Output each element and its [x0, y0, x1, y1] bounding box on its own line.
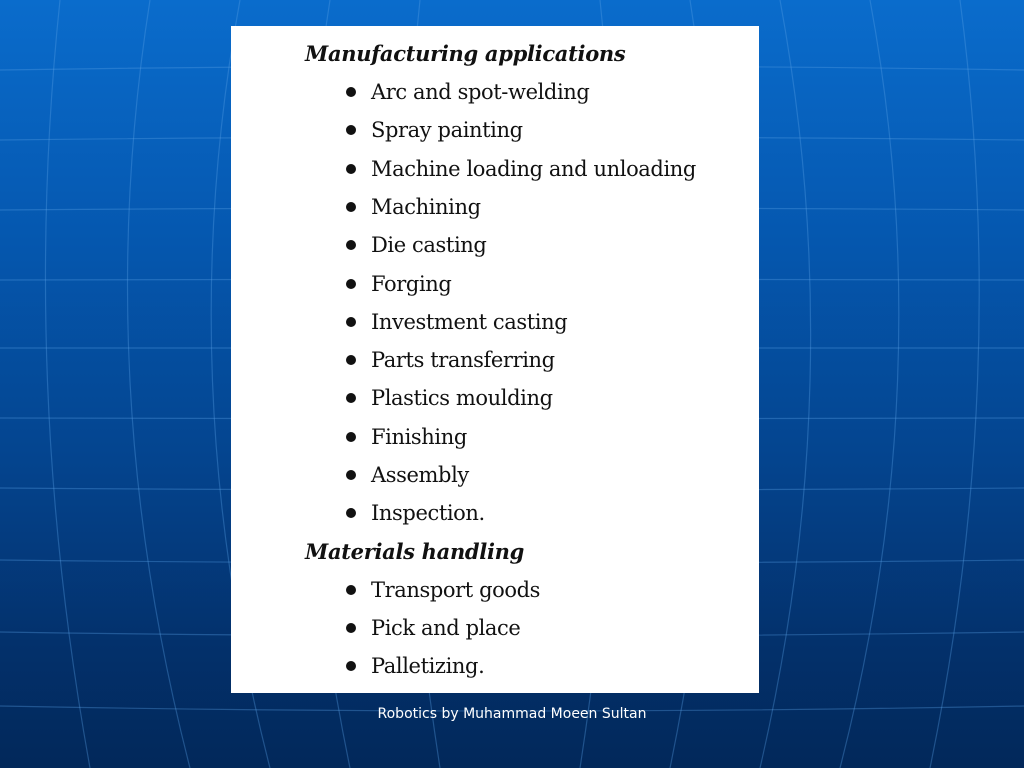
bullet-icon [346, 508, 356, 518]
bullet-icon [346, 164, 356, 174]
list-item-label: Arc and spot-welding [371, 80, 590, 104]
bullet-icon [346, 87, 356, 97]
bullet-icon [346, 279, 356, 289]
bullet-icon [346, 202, 356, 212]
list-item-label: Spray painting [371, 118, 523, 143]
section-heading: Materials handling [305, 539, 525, 564]
section-heading: Manufacturing applications [305, 41, 626, 66]
bullet-icon [346, 623, 356, 633]
bullet-icon [346, 393, 356, 403]
bullet-icon [346, 240, 356, 250]
list-item-label: Machine loading and unloading [371, 156, 696, 181]
list-item-label: Parts transferring [371, 348, 555, 373]
list-item-label: Machining [371, 194, 481, 219]
list-item-label: Transport goods [371, 578, 541, 602]
list-item-label: Pick and place [371, 616, 521, 640]
bullet-icon [346, 432, 356, 442]
list-item-label: Plastics moulding [371, 386, 553, 411]
slide-footer: Robotics by Muhammad Moeen Sultan [377, 706, 647, 722]
bullet-icon [346, 125, 356, 135]
bullet-icon [346, 470, 356, 480]
list-item-label: Palletizing. [371, 654, 485, 678]
bullet-icon [346, 661, 356, 671]
list-item-label: Finishing [371, 424, 467, 449]
content-card [231, 26, 759, 693]
bullet-icon [346, 317, 356, 327]
bullet-icon [346, 355, 356, 365]
list-item-label: Forging [371, 271, 452, 296]
list-item-label: Die casting [371, 233, 487, 258]
list-item-label: Inspection. [371, 501, 485, 526]
list-item-label: Investment casting [371, 309, 568, 334]
list-item-label: Assembly [371, 463, 469, 487]
bullet-icon [346, 585, 356, 595]
